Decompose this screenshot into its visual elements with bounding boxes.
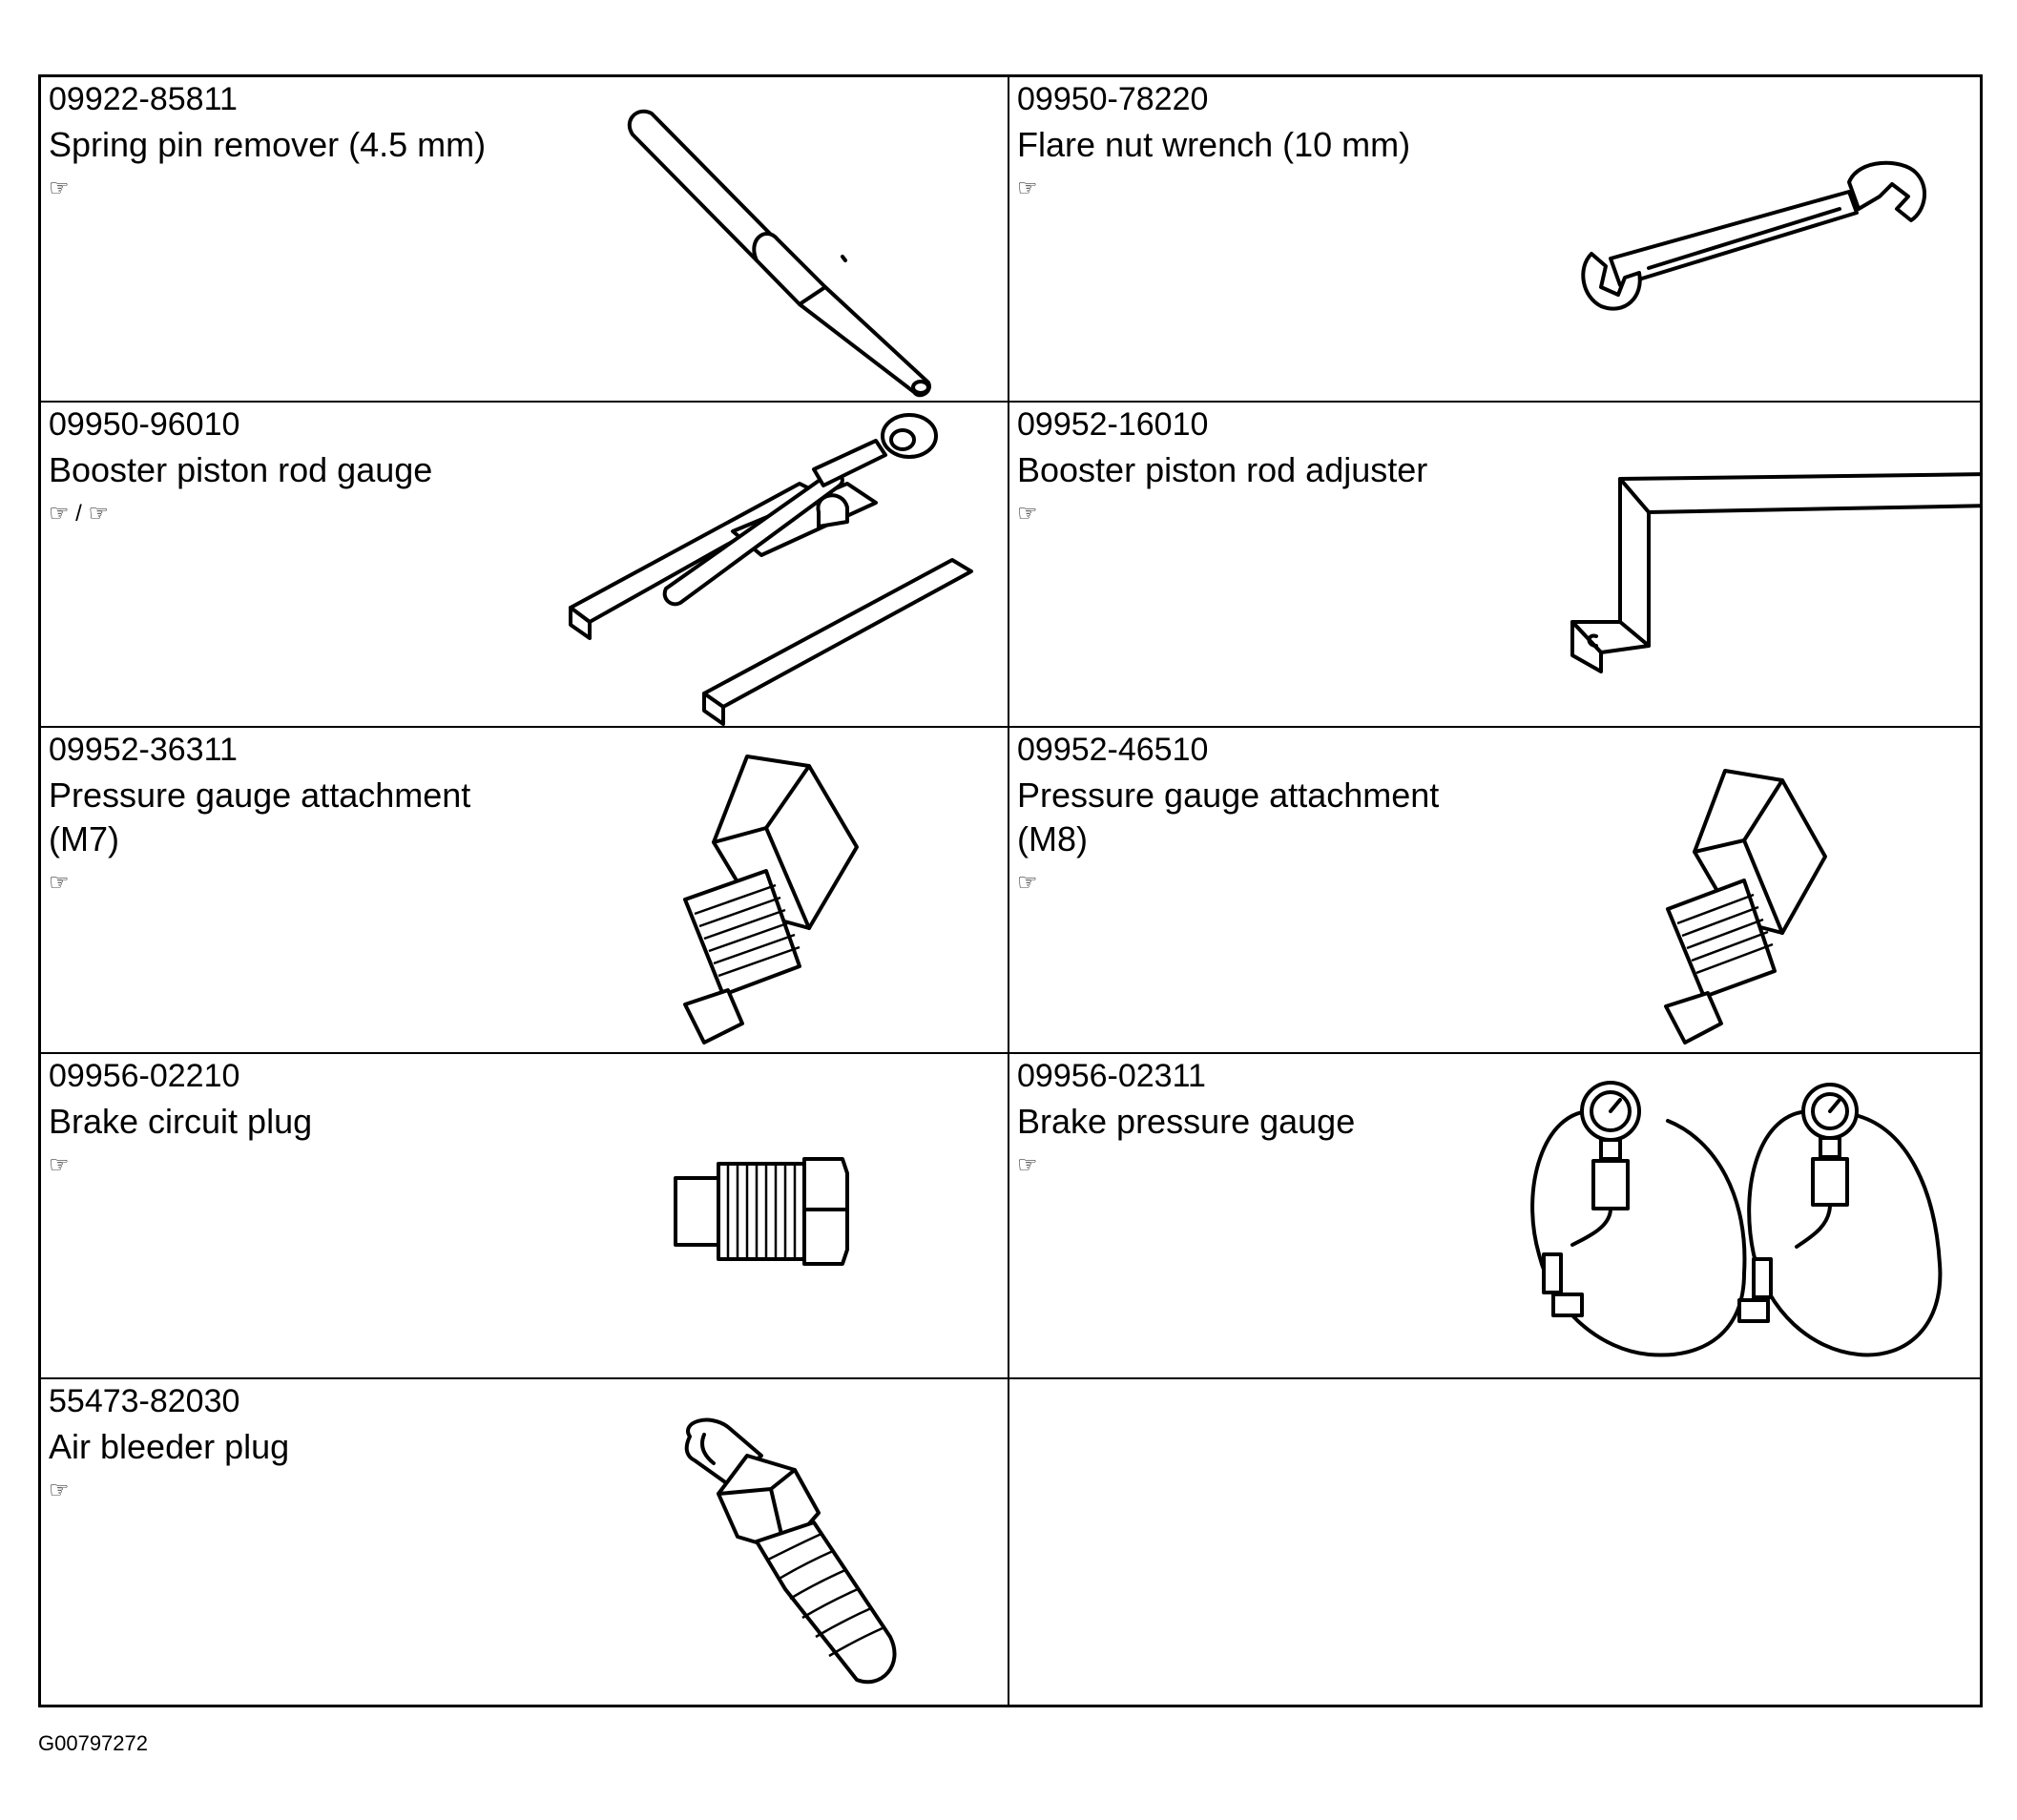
part-number: 09956-02311: [1017, 1057, 1206, 1094]
part-number: 09956-02210: [49, 1057, 240, 1094]
booster-piston-rod-adjuster-icon: [1544, 469, 1980, 670]
part-number: 09952-16010: [1017, 406, 1209, 444]
tool-name: Pressure gauge attachment (M7): [49, 776, 471, 859]
pressure-gauge-attachment-icon: [623, 737, 928, 1052]
empty-cell: [1009, 1379, 1980, 1705]
booster-piston-rod-gauge-icon: [561, 417, 971, 722]
part-number: 09922-85811: [49, 81, 238, 117]
reference-link[interactable]: ☞: [1017, 1151, 1038, 1178]
tool-name: Flare nut wrench (10 mm): [1017, 125, 1411, 164]
tool-cell: [1009, 1054, 1980, 1379]
reference-link[interactable]: ☞: [1017, 176, 1038, 201]
tool-name: Spring pin remover (4.5 mm): [49, 125, 487, 164]
air-bleeder-plug-icon: [652, 1417, 919, 1704]
tool-name: Brake circuit plug: [49, 1101, 313, 1141]
reference-link[interactable]: ☞: [1017, 501, 1038, 527]
tool-name: Brake pressure gauge: [1017, 1101, 1356, 1141]
tool-cell: [1009, 403, 1980, 728]
special-tools-table: [38, 74, 1983, 1707]
tool-cell: [1009, 77, 1980, 403]
part-number: 09950-78220: [1017, 81, 1209, 117]
flare-nut-wrench-icon: [1572, 154, 1935, 335]
part-number: 55473-82030: [49, 1382, 240, 1419]
tool-name: Booster piston rod gauge: [49, 450, 433, 490]
tool-cell: [1009, 728, 1980, 1053]
tool-cell: [41, 1054, 1009, 1379]
tool-cell: [41, 1379, 1009, 1705]
reference-link[interactable]: ☞: [49, 870, 70, 897]
reference-link[interactable]: ☞: [49, 176, 70, 201]
reference-link[interactable]: ☞ / ☞: [49, 501, 110, 527]
tool-name: Pressure gauge attachment (M8): [1017, 776, 1440, 859]
brake-pressure-gauge-icon: [1525, 1083, 1944, 1369]
reference-link[interactable]: ☞: [1017, 870, 1038, 897]
tool-name: Air bleeder plug: [49, 1426, 290, 1466]
tool-cell: [41, 728, 1009, 1053]
pressure-gauge-attachment-icon: [1611, 756, 1897, 1052]
tool-cell: [41, 77, 1009, 403]
part-number: 09952-36311: [49, 732, 238, 769]
tool-cell: [41, 403, 1009, 728]
part-number: 09952-46510: [1017, 732, 1209, 769]
part-number: 09950-96010: [49, 406, 240, 444]
figure-id: G00797272: [38, 1731, 148, 1755]
reference-link[interactable]: ☞: [49, 1477, 70, 1503]
brake-circuit-plug-icon: [671, 1154, 862, 1269]
tool-name: Booster piston rod adjuster: [1017, 450, 1428, 490]
spring-pin-remover-icon: [613, 96, 957, 392]
reference-link[interactable]: ☞: [49, 1151, 70, 1178]
